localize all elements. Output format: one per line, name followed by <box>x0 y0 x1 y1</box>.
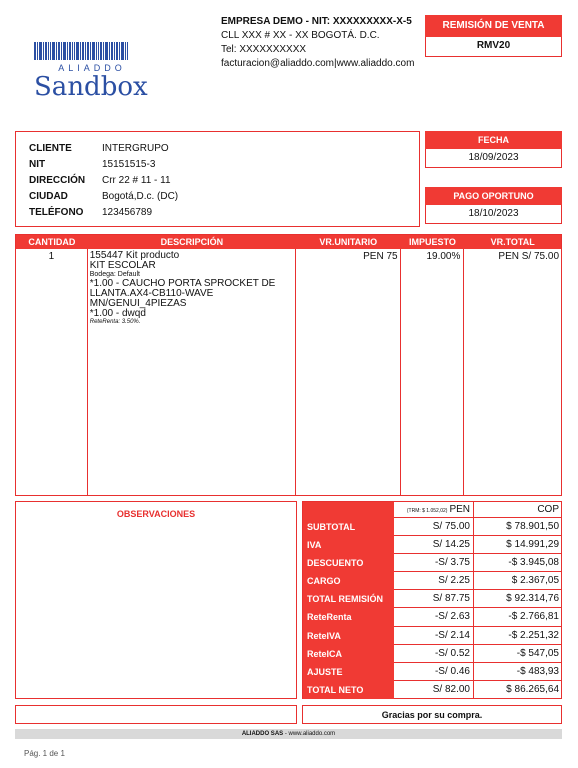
barcode-graphic <box>34 42 150 60</box>
totals-row-pen: S/ 82.00 <box>394 681 474 699</box>
item-line-4: *1.00 - dwqd <box>89 308 146 319</box>
document-title: REMISIÓN DE VENTA <box>425 15 562 37</box>
totals-box <box>302 501 562 699</box>
totals-row-cop: -$ 2.766,81 <box>474 608 561 626</box>
totals-row-cop: -$ 483,93 <box>474 663 561 681</box>
totals-row-label: TOTAL REMISIÓN <box>303 590 394 608</box>
nit-label: NIT <box>29 158 46 170</box>
item-line-1: 155447 Kit producto <box>89 250 180 261</box>
totals-row-label: ReteICA <box>303 645 394 663</box>
totals-row <box>303 627 561 645</box>
totals-rows <box>303 518 561 699</box>
address-value: Crr 22 # 11 - 11 <box>102 174 171 186</box>
document-number-box <box>425 15 562 57</box>
totals-row-pen: -S/ 0.46 <box>394 663 474 681</box>
client-info-box <box>15 131 420 227</box>
header-tax: IMPUESTO <box>409 237 456 247</box>
totals-row-pen: -S/ 2.63 <box>394 608 474 626</box>
items-table <box>15 234 562 496</box>
items-header <box>16 235 561 249</box>
totals-row-cop: -$ 3.945,08 <box>474 554 561 572</box>
totals-row-label: SUBTOTAL <box>303 518 394 536</box>
item-retention: ReteRenta: 3.50%. <box>89 319 141 325</box>
totals-header-cop: COP <box>474 502 561 518</box>
totals-row <box>303 536 561 554</box>
company-logo <box>34 42 150 108</box>
totals-row-pen: -S/ 2.14 <box>394 627 474 645</box>
item-unit-price: PEN 75 <box>296 249 401 495</box>
phone-value: 123456789 <box>102 206 153 218</box>
totals-row-pen: S/ 2.25 <box>394 572 474 590</box>
header-unit-price: VR.UNITARIO <box>319 237 378 247</box>
totals-row <box>303 645 561 663</box>
company-info <box>221 15 421 71</box>
totals-row-label: ReteRenta <box>303 608 394 626</box>
address-label: DIRECCIÓN <box>29 174 86 186</box>
totals-row-label: AJUSTE <box>303 663 394 681</box>
totals-row <box>303 518 561 536</box>
due-date-box <box>425 187 562 224</box>
item-total: PEN S/ 75.00 <box>498 251 560 262</box>
observations-title: OBSERVACIONES <box>116 509 196 519</box>
totals-row-pen: S/ 75.00 <box>394 518 474 536</box>
totals-row-cop: -$ 2.251,32 <box>474 627 561 645</box>
item-tax: 19.00% <box>401 249 465 495</box>
totals-row-cop: $ 14.991,29 <box>474 536 561 554</box>
header-description: DESCRIPCIÓN <box>160 237 224 247</box>
item-bodega: Bodega: Default <box>89 271 140 278</box>
date-label: FECHA <box>425 131 562 149</box>
totals-row-cop: $ 92.314,76 <box>474 590 561 608</box>
totals-row-label: ReteIVA <box>303 627 394 645</box>
page-number: Pág. 1 de 1 <box>24 749 65 758</box>
totals-row <box>303 590 561 608</box>
totals-row-pen: -S/ 0.52 <box>394 645 474 663</box>
company-email: facturacion@aliaddo.com|www.aliaddo.com <box>221 58 415 69</box>
table-row <box>16 249 561 495</box>
logo-small-text: ALIADDO <box>58 63 126 73</box>
totals-row-label: IVA <box>303 536 394 554</box>
client-table <box>26 140 178 220</box>
bottom-left-box <box>15 705 297 724</box>
logo-big-text: Sandbox <box>34 72 148 102</box>
document-number: RMV20 <box>425 37 562 57</box>
totals-row-label: TOTAL NETO <box>303 681 394 699</box>
totals-row-pen: S/ 14.25 <box>394 536 474 554</box>
footer-site: - www.aliaddo.com <box>283 731 336 737</box>
company-phone: Tel: XXXXXXXXXX <box>221 44 307 55</box>
city-value: Bogotá,D.c. (DC) <box>102 190 179 202</box>
totals-row-cop: $ 2.367,05 <box>474 572 561 590</box>
totals-row-cop: -$ 547,05 <box>474 645 561 663</box>
nit-value: 15151515-3 <box>102 158 156 170</box>
city-label: CIUDAD <box>29 190 68 202</box>
item-line-2: KIT ESCOLAR <box>89 260 156 271</box>
totals-row <box>303 608 561 626</box>
footer-bar <box>15 729 562 739</box>
totals-row-label: CARGO <box>303 572 394 590</box>
date-value: 18/09/2023 <box>425 149 562 168</box>
company-address: CLL XXX # XX - XX BOGOTÁ. D.C. <box>221 30 380 41</box>
pen-label: PEN <box>449 504 470 515</box>
header-quantity: CANTIDAD <box>28 237 76 247</box>
observations-box <box>15 501 297 699</box>
totals-row <box>303 554 561 572</box>
header-total: VR.TOTAL <box>490 237 535 247</box>
item-line-3: *1.00 - CAUCHO PORTA SPROCKET DE LLANTA.AX4-CB110-WAVE MN/GENUI_4PIEZAS <box>89 278 276 309</box>
totals-row-label: DESCUENTO <box>303 554 394 572</box>
client-value: INTERGRUPO <box>102 142 169 154</box>
footer-company: ALIADDO SAS <box>241 731 284 737</box>
item-quantity: 1 <box>16 249 88 495</box>
due-date-label: PAGO OPORTUNO <box>425 187 562 205</box>
trm-rate: (TRM: $ 1.052,02) <box>406 508 448 514</box>
totals-row-pen: S/ 87.75 <box>394 590 474 608</box>
thanks-message: Gracias por su compra. <box>302 705 562 724</box>
totals-header-row <box>303 502 561 518</box>
totals-row <box>303 681 561 699</box>
totals-row <box>303 572 561 590</box>
totals-row-pen: -S/ 3.75 <box>394 554 474 572</box>
totals-header-pen <box>394 502 474 518</box>
company-name: EMPRESA DEMO - NIT: XXXXXXXXX-X-5 <box>221 16 412 27</box>
item-description <box>88 249 296 495</box>
due-date-value: 18/10/2023 <box>425 205 562 224</box>
phone-label: TELÉFONO <box>29 206 84 218</box>
totals-row <box>303 663 561 681</box>
date-box <box>425 131 562 168</box>
totals-row-cop: $ 86.265,64 <box>506 683 559 695</box>
totals-row-cop: $ 78.901,50 <box>474 518 561 536</box>
totals-header-blank <box>303 502 394 518</box>
client-label: CLIENTE <box>29 142 72 154</box>
